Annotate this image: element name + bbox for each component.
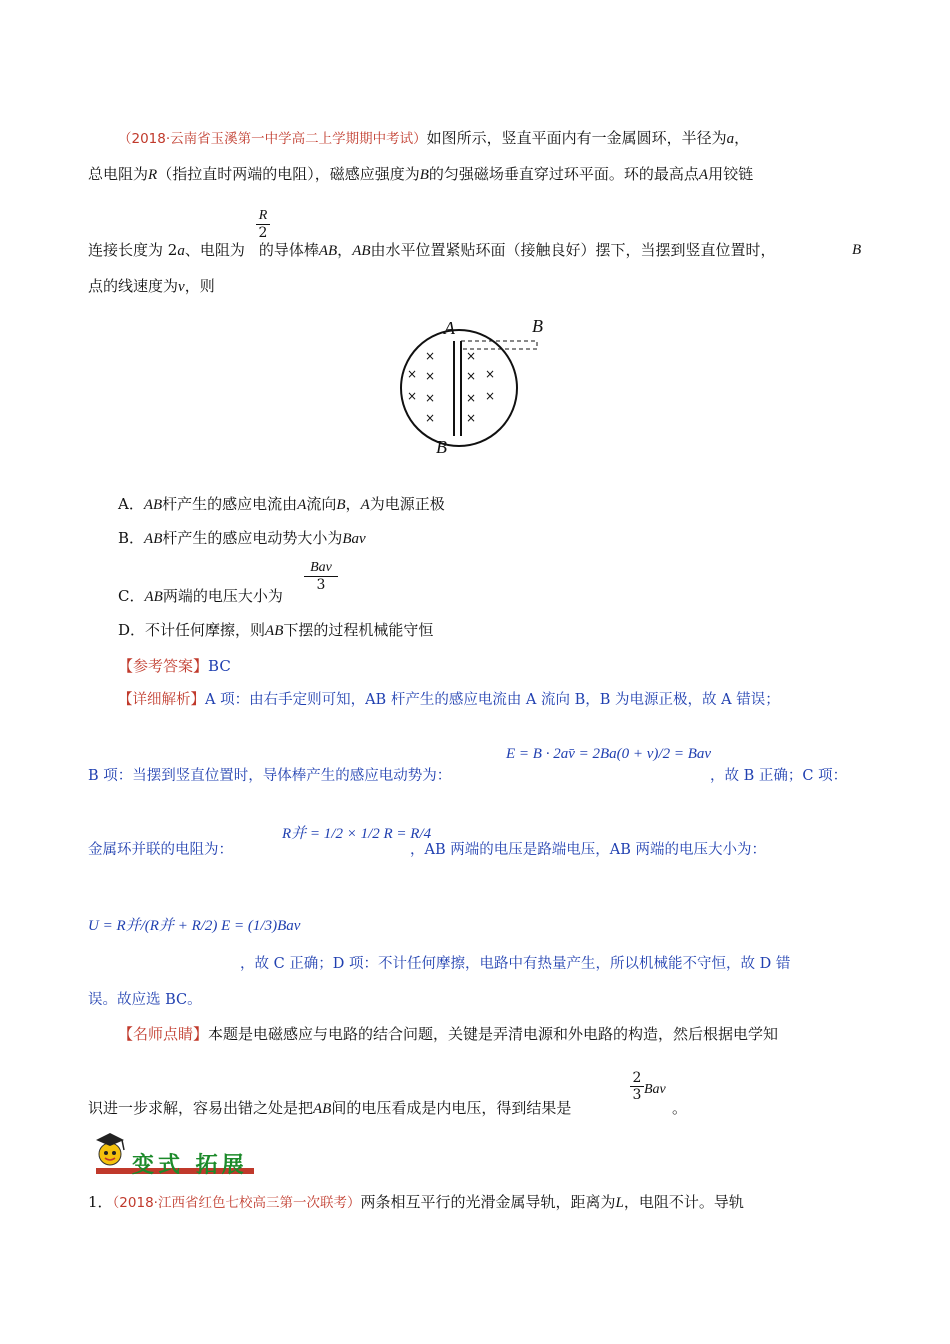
next-question-line: 1．（2018·江西省红色七校高三第一次联考）两条相互平行的光滑金属导轨，距离为L，电阻不计。导轨 — [88, 1193, 744, 1211]
svg-text:×: × — [466, 349, 477, 363]
svg-text:×: × — [407, 389, 418, 403]
variant-banner-title: 变式 拓展 — [132, 1152, 248, 1178]
problem-line-2: 总电阻为R（指拉直时两端的电阻），磁感应强度为B的匀强磁场垂直穿过环平面。环的最高点A用铰链 — [88, 165, 754, 183]
graduation-cap-icon — [96, 1133, 124, 1146]
option-b: B．AB杆产生的感应电动势大小为Bav — [118, 529, 366, 547]
equation-terminal-voltage: U = R并/(R并 + R/2) E = (1/3)Bav — [88, 918, 301, 934]
svg-text:×: × — [485, 367, 496, 381]
analysis-line-4: ，故 C 正确；D 项：不计任何摩擦，电路中有热量产生，所以机械能不守恒，故 D 错 — [240, 956, 791, 972]
analysis-line-3: 金属环并联的电阻为： — [88, 842, 233, 858]
magnetic-field-marks — [407, 349, 495, 425]
label-B-bottom: B — [436, 437, 447, 457]
problem-source: （2018·云南省玉溪第一中学高二上学期期中考试） — [118, 131, 427, 147]
reference-answer: 【参考答案】BC — [118, 657, 231, 675]
svg-text:×: × — [407, 367, 418, 381]
option-c: C．AB两端的电压大小为 — [118, 587, 283, 605]
metal-ring — [401, 330, 517, 446]
svg-text:×: × — [466, 369, 477, 383]
label-B-top: B — [532, 316, 543, 336]
svg-text:×: × — [466, 391, 477, 405]
svg-text:×: × — [485, 389, 496, 403]
problem-line-1: （2018·云南省玉溪第一中学高二上学期期中考试）如图所示，竖直平面内有一金属圆环，半径为a， — [118, 129, 750, 147]
fraction-R-over-2: R 2 — [256, 208, 270, 241]
fraction-2-over-3: 2 3 — [630, 1070, 644, 1103]
problem-line-3-B: B — [852, 242, 862, 258]
problem-line-4: 点的线速度为v，则 — [88, 277, 215, 295]
label-A-top: A — [444, 318, 455, 338]
analysis-line-2: B 项：当摆到竖直位置时，导体棒产生的感应电动势为： — [88, 768, 452, 784]
mascot-face-icon — [99, 1143, 121, 1165]
svg-text:×: × — [466, 411, 477, 425]
analysis-line-5: 误。故应选 BC。 — [88, 992, 202, 1008]
analysis-line-2-end: ，故 B 正确；C 项： — [710, 768, 848, 784]
svg-text:×: × — [425, 411, 436, 425]
option-d: D．不计任何摩擦，则AB下摆的过程机械能守恒 — [118, 621, 434, 639]
svg-text:×: × — [425, 369, 436, 383]
fraction-tail-Bav: Bav — [644, 1082, 666, 1097]
option-a: A．AB杆产生的感应电流由A流向B，A为电源正极 — [118, 495, 445, 513]
analysis-line-3-end: ，AB 两端的电压是路端电压，AB 两端的电压大小为： — [410, 842, 766, 858]
svg-text:×: × — [425, 349, 436, 363]
teacher-comment-end: 。 — [672, 1099, 688, 1117]
problem-line-3: 连接长度为 2a、电阻为 的导体棒AB，AB由水平位置紧贴环面（接触良好）摆下，当摆到竖直位置时， — [88, 241, 776, 259]
svg-text:×: × — [425, 391, 436, 405]
equation-parallel-resistance: R并 = 1/2 × 1/2 R = R/4 — [282, 826, 432, 842]
teacher-comment-line-1: 【名师点睛】本题是电磁感应与电路的结合问题，关键是弄清电源和外电路的构造，然后根据电学知 — [118, 1025, 779, 1043]
fraction-Bav-over-3: Bav 3 — [304, 560, 338, 593]
ring-figure — [390, 312, 560, 457]
analysis-line-1: 【详细解析】A 项：由右手定则可知，AB 杆产生的感应电流由 A 流向 B，B 为电源正极，故 A 错误； — [118, 692, 780, 708]
teacher-comment-line-2: 识进一步求解，容易出错之处是把AB间的电压看成是内电压，得到结果是 — [88, 1099, 572, 1117]
equation-emf: E = B · 2av̄ = 2Ba(0 + v)/2 = Bav — [506, 746, 712, 762]
